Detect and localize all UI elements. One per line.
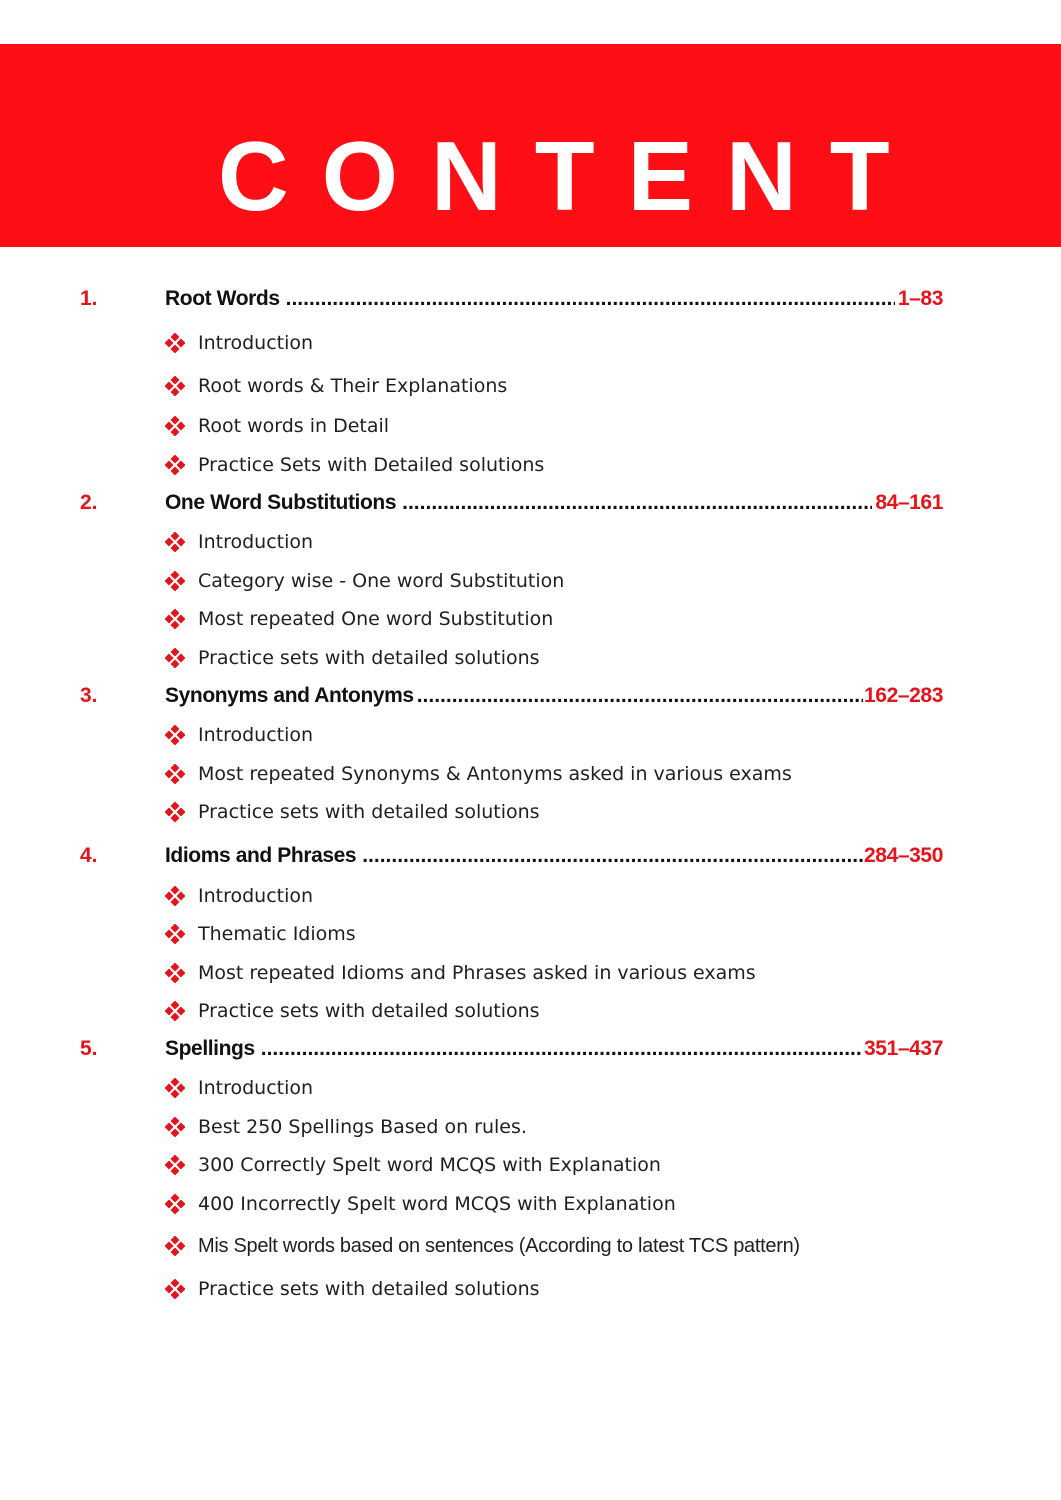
topic-label: Practice Sets with Detailed solutions (198, 454, 545, 476)
page-range: 162–283 (864, 684, 943, 707)
chapter-number: 3. (80, 684, 98, 707)
list-item (165, 882, 313, 910)
list-item (165, 567, 564, 595)
list-item (165, 372, 507, 400)
diamond-cluster-icon (165, 532, 185, 552)
topic-label: Thematic Idioms (198, 923, 356, 945)
topic-label: Root words & Their Explanations (198, 375, 508, 397)
diamond-cluster-icon (165, 802, 185, 822)
topic-label: Introduction (198, 531, 314, 553)
list-item (165, 1074, 313, 1102)
chapter-number: 4. (80, 844, 98, 867)
page-range: 1–83 (897, 287, 943, 310)
diamond-cluster-icon (165, 886, 185, 906)
chapter-4 (0, 842, 1061, 872)
chapter-title: One Word Substitutions (165, 491, 397, 514)
dot-leader (402, 489, 872, 517)
chapter-heading (165, 1035, 943, 1063)
diamond-cluster-icon (165, 1117, 185, 1137)
list-item (165, 959, 756, 987)
topic-label: Practice sets with detailed solutions (198, 1278, 540, 1300)
diamond-cluster-icon (165, 1279, 185, 1299)
chapter-title: Idioms and Phrases (165, 844, 357, 867)
diamond-cluster-icon (165, 455, 185, 475)
diamond-cluster-icon (165, 924, 185, 944)
topic-label: Practice sets with detailed solutions (198, 1000, 540, 1022)
diamond-cluster-icon (165, 1078, 185, 1098)
list-item (165, 798, 540, 826)
list-item (165, 644, 540, 672)
topic-label: 400 Incorrectly Spelt word MCQS with Explanation (198, 1193, 676, 1215)
topic-label: Root words in Detail (198, 415, 390, 437)
chapter-heading (165, 285, 943, 313)
diamond-cluster-icon (165, 1155, 185, 1175)
diamond-cluster-icon (165, 764, 185, 784)
topic-label: Introduction (198, 332, 314, 354)
list-item (165, 1275, 540, 1303)
topic-label: Most repeated One word Substitution (198, 608, 554, 630)
list-item (165, 1232, 800, 1260)
list-item (165, 997, 540, 1025)
dot-leader (261, 1035, 863, 1063)
list-item (165, 412, 389, 440)
topic-label: Mis Spelt words based on sentences (According to latest TCS pattern) (198, 1234, 800, 1257)
diamond-cluster-icon (165, 1001, 185, 1021)
diamond-cluster-icon (165, 1236, 185, 1256)
chapter-title: Root Words (165, 287, 280, 310)
chapter-title: Spellings (165, 1037, 255, 1060)
dot-leader (286, 285, 895, 313)
list-item (165, 451, 544, 479)
list-item (165, 1190, 676, 1218)
list-item (165, 721, 313, 749)
list-item (165, 329, 313, 357)
page-title: CONTENT (218, 121, 923, 231)
chapter-title: Synonyms and Antonyms (165, 684, 414, 707)
diamond-cluster-icon (165, 609, 185, 629)
chapter-1 (0, 285, 1061, 315)
diamond-cluster-icon (165, 963, 185, 983)
topic-label: Most repeated Synonyms & Antonyms asked in various exams (198, 763, 792, 785)
chapter-number: 2. (80, 491, 98, 514)
list-item (165, 920, 356, 948)
chapter-heading (165, 842, 943, 870)
topic-label: Best 250 Spellings Based on rules. (198, 1116, 527, 1138)
diamond-cluster-icon (165, 648, 185, 668)
diamond-cluster-icon (165, 333, 185, 353)
dot-leader (362, 842, 863, 870)
topic-label: Introduction (198, 1077, 314, 1099)
list-item (165, 605, 553, 633)
chapter-number: 1. (80, 287, 98, 310)
list-item (165, 528, 313, 556)
topic-label: Category wise - One word Substitution (198, 570, 565, 592)
dot-leader (417, 682, 863, 710)
chapter-2 (0, 489, 1061, 519)
chapter-heading (165, 682, 943, 710)
topic-label: Most repeated Idioms and Phrases asked in various exams (198, 962, 756, 984)
chapter-5 (0, 1035, 1061, 1065)
chapter-3 (0, 682, 1061, 712)
topic-label: Practice sets with detailed solutions (198, 647, 540, 669)
diamond-cluster-icon (165, 571, 185, 591)
page-range: 351–437 (864, 1037, 943, 1060)
topic-label: Practice sets with detailed solutions (198, 801, 540, 823)
diamond-cluster-icon (165, 376, 185, 396)
chapter-heading (165, 489, 943, 517)
topic-label: Introduction (198, 724, 314, 746)
chapter-number: 5. (80, 1037, 98, 1060)
list-item (165, 1113, 527, 1141)
topic-label: Introduction (198, 885, 314, 907)
page-range: 284–350 (864, 844, 943, 867)
topic-label: 300 Correctly Spelt word MCQS with Explanation (198, 1154, 661, 1176)
diamond-cluster-icon (165, 1194, 185, 1214)
page-range: 84–161 (875, 491, 943, 514)
diamond-cluster-icon (165, 416, 185, 436)
list-item (165, 1151, 661, 1179)
diamond-cluster-icon (165, 725, 185, 745)
list-item (165, 760, 792, 788)
